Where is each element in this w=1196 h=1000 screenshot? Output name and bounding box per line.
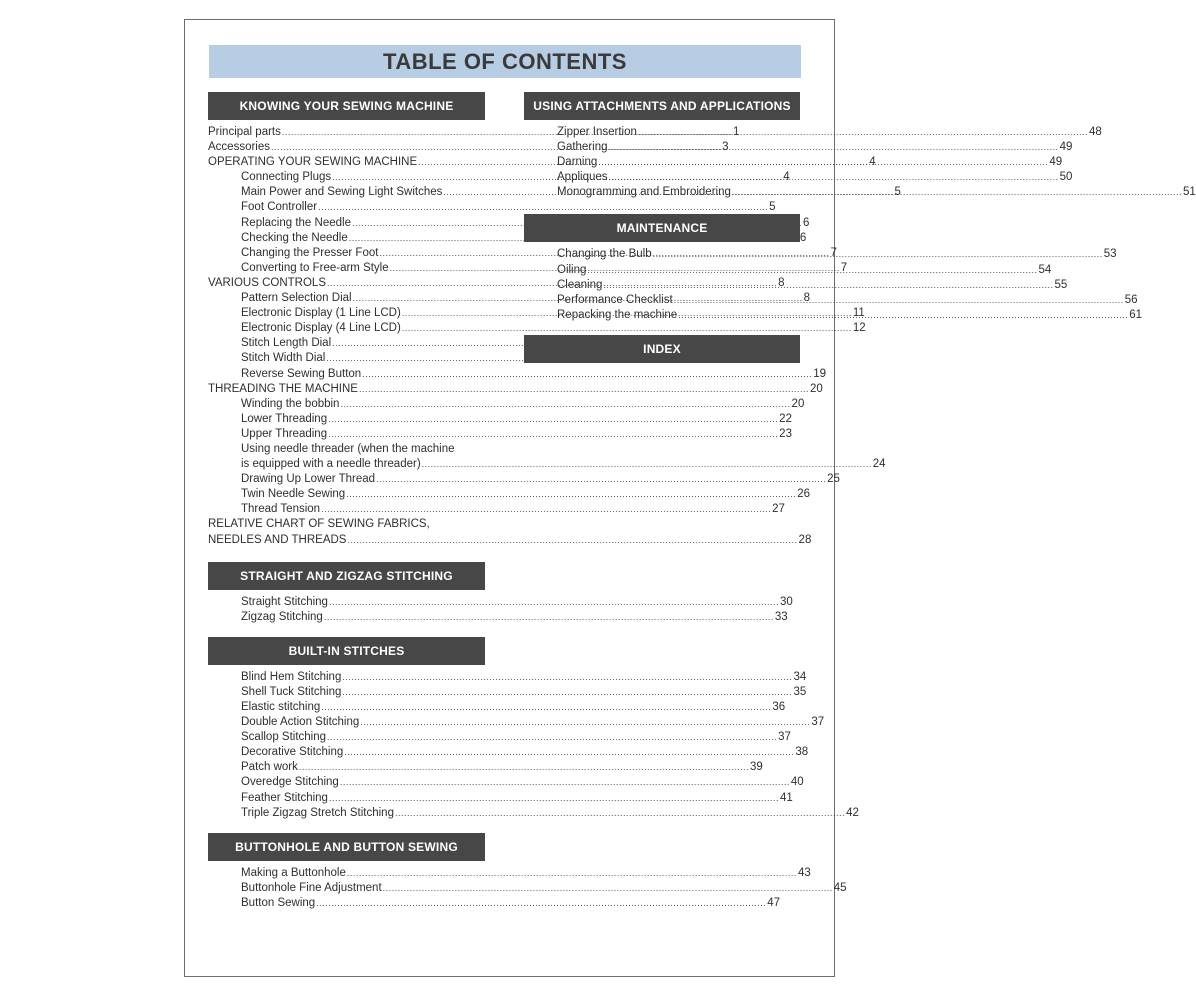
- toc-entry-title: Cleaning: [557, 278, 603, 291]
- dot-leader: [678, 308, 1128, 323]
- toc-entry-title: Foot Controller: [241, 201, 318, 214]
- toc-entry: [208, 881, 847, 896]
- toc-entry-title: Changing the Presser Foot: [241, 246, 379, 259]
- toc-entry-page-number: 33: [774, 610, 788, 623]
- toc-entry-page-number: 41: [780, 791, 793, 804]
- dot-leader: [638, 125, 1088, 140]
- toc-entry: [208, 745, 809, 760]
- toc-entry-title: THREADING THE MACHINE: [208, 382, 358, 395]
- dot-leader: [344, 745, 794, 760]
- dot-leader: [324, 610, 774, 625]
- section-index: [524, 335, 800, 363]
- toc-entry-page-number: 35: [793, 685, 807, 698]
- toc-entry: [208, 715, 825, 730]
- toc-entry: [208, 866, 811, 881]
- dot-leader: [359, 382, 809, 397]
- toc-entry-page-number: 6: [803, 216, 810, 229]
- toc-entry-page-number: 51: [1182, 186, 1196, 199]
- toc-entry-title: Blind Hem Stitching: [241, 670, 342, 683]
- toc-entry-title: Gathering: [557, 141, 608, 154]
- toc-entry-page-number: 20: [810, 382, 823, 395]
- dot-leader: [603, 278, 1053, 293]
- toc-entry-title: Double Action Stitching: [241, 716, 360, 729]
- dot-leader: [329, 791, 779, 806]
- dot-leader: [328, 427, 778, 442]
- section-straight-and-zigzag-stitching: [208, 562, 793, 625]
- toc-entry-page-number: 49: [1059, 141, 1073, 154]
- toc-entry-title: Pattern Selection Dial: [241, 292, 352, 305]
- toc-entry: [524, 247, 1117, 262]
- dot-leader: [653, 247, 1103, 262]
- toc-entry-page-number: 61: [1129, 308, 1143, 321]
- toc-entry-page-number: 4: [783, 171, 790, 184]
- toc-entry-page-number: 43: [797, 866, 811, 879]
- toc-entry-title: Drawing Up Lower Thread: [241, 473, 376, 486]
- toc-entry: [524, 125, 1102, 140]
- toc-entry-page-number: 38: [795, 746, 809, 759]
- toc-entry-list: [208, 670, 859, 821]
- section-buttonhole-and-button-sewing: [208, 833, 847, 911]
- toc-entry: [208, 517, 485, 532]
- toc-entry-title: Buttonhole Fine Adjustment: [241, 881, 382, 894]
- toc-entry-title: Elastic stitching: [241, 701, 321, 713]
- section-using-attachments-and-applications: [524, 92, 1196, 200]
- toc-entry: [208, 321, 866, 336]
- toc-entry-page-number: 22: [779, 412, 792, 425]
- section-heading: USING ATTACHMENTS AND APPLICATIONS: [524, 92, 800, 120]
- toc-entry: [524, 185, 1196, 200]
- toc-entry-title: Using needle threader (when the machine: [241, 442, 455, 455]
- toc-entry-title: Triple Zigzag Stretch Stitching: [241, 806, 394, 819]
- toc-entry-page-number: 5: [894, 186, 901, 199]
- toc-entry: [208, 382, 823, 397]
- toc-entry-title: Changing the Bulb: [557, 248, 652, 261]
- dot-leader: [598, 155, 1048, 170]
- toc-entry: [524, 140, 1073, 155]
- toc-entry-title: Decorative Stitching: [241, 746, 344, 759]
- toc-entry-page-number: 39: [749, 761, 763, 774]
- section-heading: MAINTENANCE: [524, 214, 800, 242]
- toc-entry: [524, 170, 1073, 185]
- toc-entry-title: Main Power and Sewing Light Switches: [241, 186, 443, 199]
- toc-entry: [208, 457, 886, 472]
- toc-entry-page-number: 6: [799, 231, 807, 244]
- toc-entry-page-number: 54: [1038, 263, 1052, 276]
- toc-entry-page-number: 34: [793, 670, 807, 683]
- toc-entry-title: Performance Checklist: [557, 293, 673, 306]
- toc-entry-page-number: 19: [813, 367, 827, 380]
- dot-leader: [346, 487, 796, 502]
- toc-entry-title: Twin Needle Sewing: [241, 488, 346, 501]
- toc-entry-title: Accessories: [208, 141, 270, 154]
- dot-leader: [342, 685, 792, 700]
- toc-entry-page-number: 27: [772, 503, 785, 516]
- toc-entry-page-number: 5: [769, 201, 776, 214]
- dot-leader: [299, 760, 749, 775]
- toc-entry: [208, 806, 859, 821]
- toc-entry-title: Making a Buttonhole: [241, 866, 346, 879]
- toc-entry-title: VARIOUS CONTROLS: [208, 276, 326, 289]
- dot-leader: [376, 472, 826, 487]
- toc-entry: [208, 595, 793, 610]
- toc-entry: [208, 502, 785, 517]
- dot-leader: [383, 881, 833, 896]
- toc-entry: [208, 397, 805, 412]
- toc-entry-page-number: 40: [790, 776, 804, 789]
- toc-entry-title: Stitch Length Dial: [241, 337, 332, 350]
- section-heading: BUILT-IN STITCHES: [208, 637, 485, 665]
- toc-entry-title: Thread Tension: [241, 503, 321, 516]
- toc-entry-title: Upper Threading: [241, 427, 328, 440]
- toc-entry-title: Electronic Display (4 Line LCD): [241, 322, 401, 335]
- toc-entry-title: Principal parts: [208, 126, 281, 138]
- toc-entry-title: Winding the bobbin: [241, 397, 340, 410]
- toc-entry-title: Shell Tuck Stitching: [241, 685, 342, 698]
- dot-leader: [587, 263, 1037, 278]
- toc-entry-page-number: 8: [803, 292, 811, 305]
- section-heading: KNOWING YOUR SEWING MACHINE: [208, 92, 485, 120]
- toc-entry: [208, 791, 793, 806]
- toc-entry-title: Zigzag Stitching: [241, 610, 323, 623]
- toc-entry: [208, 487, 811, 502]
- dot-leader: [328, 412, 778, 427]
- section-heading: STRAIGHT AND ZIGZAG STITCHING: [208, 562, 485, 590]
- toc-entry-title: Straight Stitching: [241, 595, 328, 608]
- toc-entry-page-number: 37: [811, 716, 825, 729]
- toc-entry-page-number: 4: [869, 156, 876, 169]
- toc-entry: [208, 351, 485, 366]
- toc-entry-title: Zipper Insertion: [557, 126, 637, 138]
- toc-entry-page-number: 24: [872, 458, 886, 471]
- toc-entry-page-number: 28: [798, 533, 812, 546]
- toc-entry-title: Converting to Free-arm Style: [241, 261, 389, 274]
- toc-entry-title: Electronic Display (1 Line LCD): [241, 307, 401, 320]
- toc-entry-title: OPERATING YOUR SEWING MACHINE: [208, 156, 418, 169]
- toc-entry-title: Connecting Plugs: [241, 171, 332, 184]
- dot-leader: [732, 185, 1182, 200]
- dot-leader: [674, 293, 1124, 308]
- toc-entry-title: Oiling: [557, 263, 587, 276]
- manual-page: [184, 19, 1196, 977]
- toc-entry-title: Scallop Stitching: [241, 731, 327, 744]
- toc-entry-list: [524, 125, 1196, 200]
- toc-entry-page-number: 48: [1088, 126, 1102, 138]
- dot-leader: [342, 670, 792, 685]
- toc-entry-page-number: 26: [797, 488, 811, 501]
- toc-entry-page-number: 53: [1103, 248, 1117, 261]
- toc-entry: [208, 533, 812, 548]
- dot-leader: [609, 170, 1059, 185]
- toc-entry-title: Replacing the Needle: [241, 216, 351, 229]
- toc-entry-page-number: 49: [1049, 156, 1063, 169]
- toc-entry-title: Reverse Sewing Button: [241, 367, 362, 380]
- toc-entry-page-number: 12: [852, 322, 866, 335]
- toc-entry: [208, 442, 485, 457]
- dot-leader: [360, 715, 810, 730]
- dot-leader: [340, 397, 790, 412]
- dot-leader: [422, 457, 872, 472]
- dot-leader: [329, 595, 779, 610]
- toc-entry-title: RELATIVE CHART OF SEWING FABRICS,: [208, 518, 430, 531]
- toc-entry-page-number: 25: [827, 473, 840, 486]
- toc-entry-page-number: 50: [1059, 171, 1073, 184]
- toc-entry: [208, 427, 792, 442]
- toc-entry: [524, 263, 1052, 278]
- toc-entry-title: is equipped with a needle threader): [241, 458, 421, 471]
- toc-entry-page-number: 23: [779, 427, 792, 440]
- dot-leader: [327, 730, 777, 745]
- toc-entry-page-number: 36: [772, 701, 786, 713]
- toc-entry-page-number: 30: [780, 595, 793, 608]
- dot-leader: [321, 502, 771, 517]
- toc-entry-page-number: 45: [833, 881, 847, 894]
- toc-entry-page-number: 47: [767, 896, 781, 909]
- toc-entry-title: Button Sewing: [241, 896, 316, 909]
- dot-leader: [321, 700, 771, 715]
- page-title: TABLE OF CONTENTS: [383, 48, 627, 74]
- toc-entry: [208, 231, 807, 246]
- section-heading: INDEX: [524, 335, 800, 363]
- toc-entry: [524, 293, 1138, 308]
- toc-entry: [208, 685, 807, 700]
- toc-entry-title: Checking the Needle: [241, 231, 348, 244]
- toc-entry: [208, 760, 763, 775]
- toc-entry-list: [208, 595, 793, 625]
- toc-entry: [208, 730, 791, 745]
- title-band: [209, 45, 801, 78]
- toc-entry: [208, 896, 781, 911]
- toc-entry: [208, 412, 792, 427]
- toc-entry: [208, 472, 840, 487]
- toc-entry-title: Feather Stitching: [241, 791, 328, 804]
- dot-leader: [609, 140, 1059, 155]
- dot-leader: [340, 775, 790, 790]
- toc-entry-title: Darning: [557, 156, 598, 169]
- toc-entry-page-number: 1: [732, 126, 740, 138]
- toc-entry-page-number: 7: [830, 246, 837, 259]
- toc-entry-page-number: 42: [846, 806, 859, 819]
- toc-entry-title: Appliques: [557, 171, 608, 184]
- toc-entry-title: Patch work: [241, 761, 298, 774]
- section-heading: BUTTONHOLE AND BUTTON SEWING: [208, 833, 485, 861]
- toc-entry-page-number: 55: [1054, 278, 1068, 291]
- section-built-in-stitches: [208, 637, 859, 821]
- dot-leader: [347, 533, 797, 548]
- dot-leader: [347, 866, 797, 881]
- toc-entry: [208, 700, 786, 715]
- toc-entry: [208, 200, 776, 215]
- dot-leader: [316, 896, 766, 911]
- toc-entry-page-number: 7: [840, 261, 848, 274]
- toc-entry-page-number: 3: [722, 141, 729, 154]
- toc-entry: [208, 670, 807, 685]
- dot-leader: [395, 806, 845, 821]
- toc-entry: [208, 610, 788, 625]
- toc-entry: [524, 155, 1063, 170]
- toc-entry: [208, 336, 485, 351]
- toc-entry-page-number: 8: [778, 276, 785, 289]
- toc-entry-list: [208, 866, 847, 911]
- toc-entry: [208, 775, 804, 790]
- dot-leader: [362, 367, 812, 382]
- toc-entry-page-number: 56: [1124, 293, 1138, 306]
- toc-entry-title: Lower Threading: [241, 412, 328, 425]
- toc-entry-title: Repacking the machine: [557, 308, 678, 321]
- toc-entry-title: Stitch Width Dial: [241, 352, 326, 365]
- toc-entry: [208, 367, 827, 382]
- toc-entry-title: Monogramming and Embroidering: [557, 186, 731, 199]
- toc-entry: [524, 278, 1068, 293]
- toc-entry-title: Overedge Stitching: [241, 776, 339, 789]
- toc-entry-page-number: 20: [791, 397, 805, 410]
- toc-entry-page-number: 37: [778, 731, 791, 744]
- toc-entry-title: NEEDLES AND THREADS: [208, 533, 347, 546]
- toc-entry-page-number: 11: [852, 307, 865, 320]
